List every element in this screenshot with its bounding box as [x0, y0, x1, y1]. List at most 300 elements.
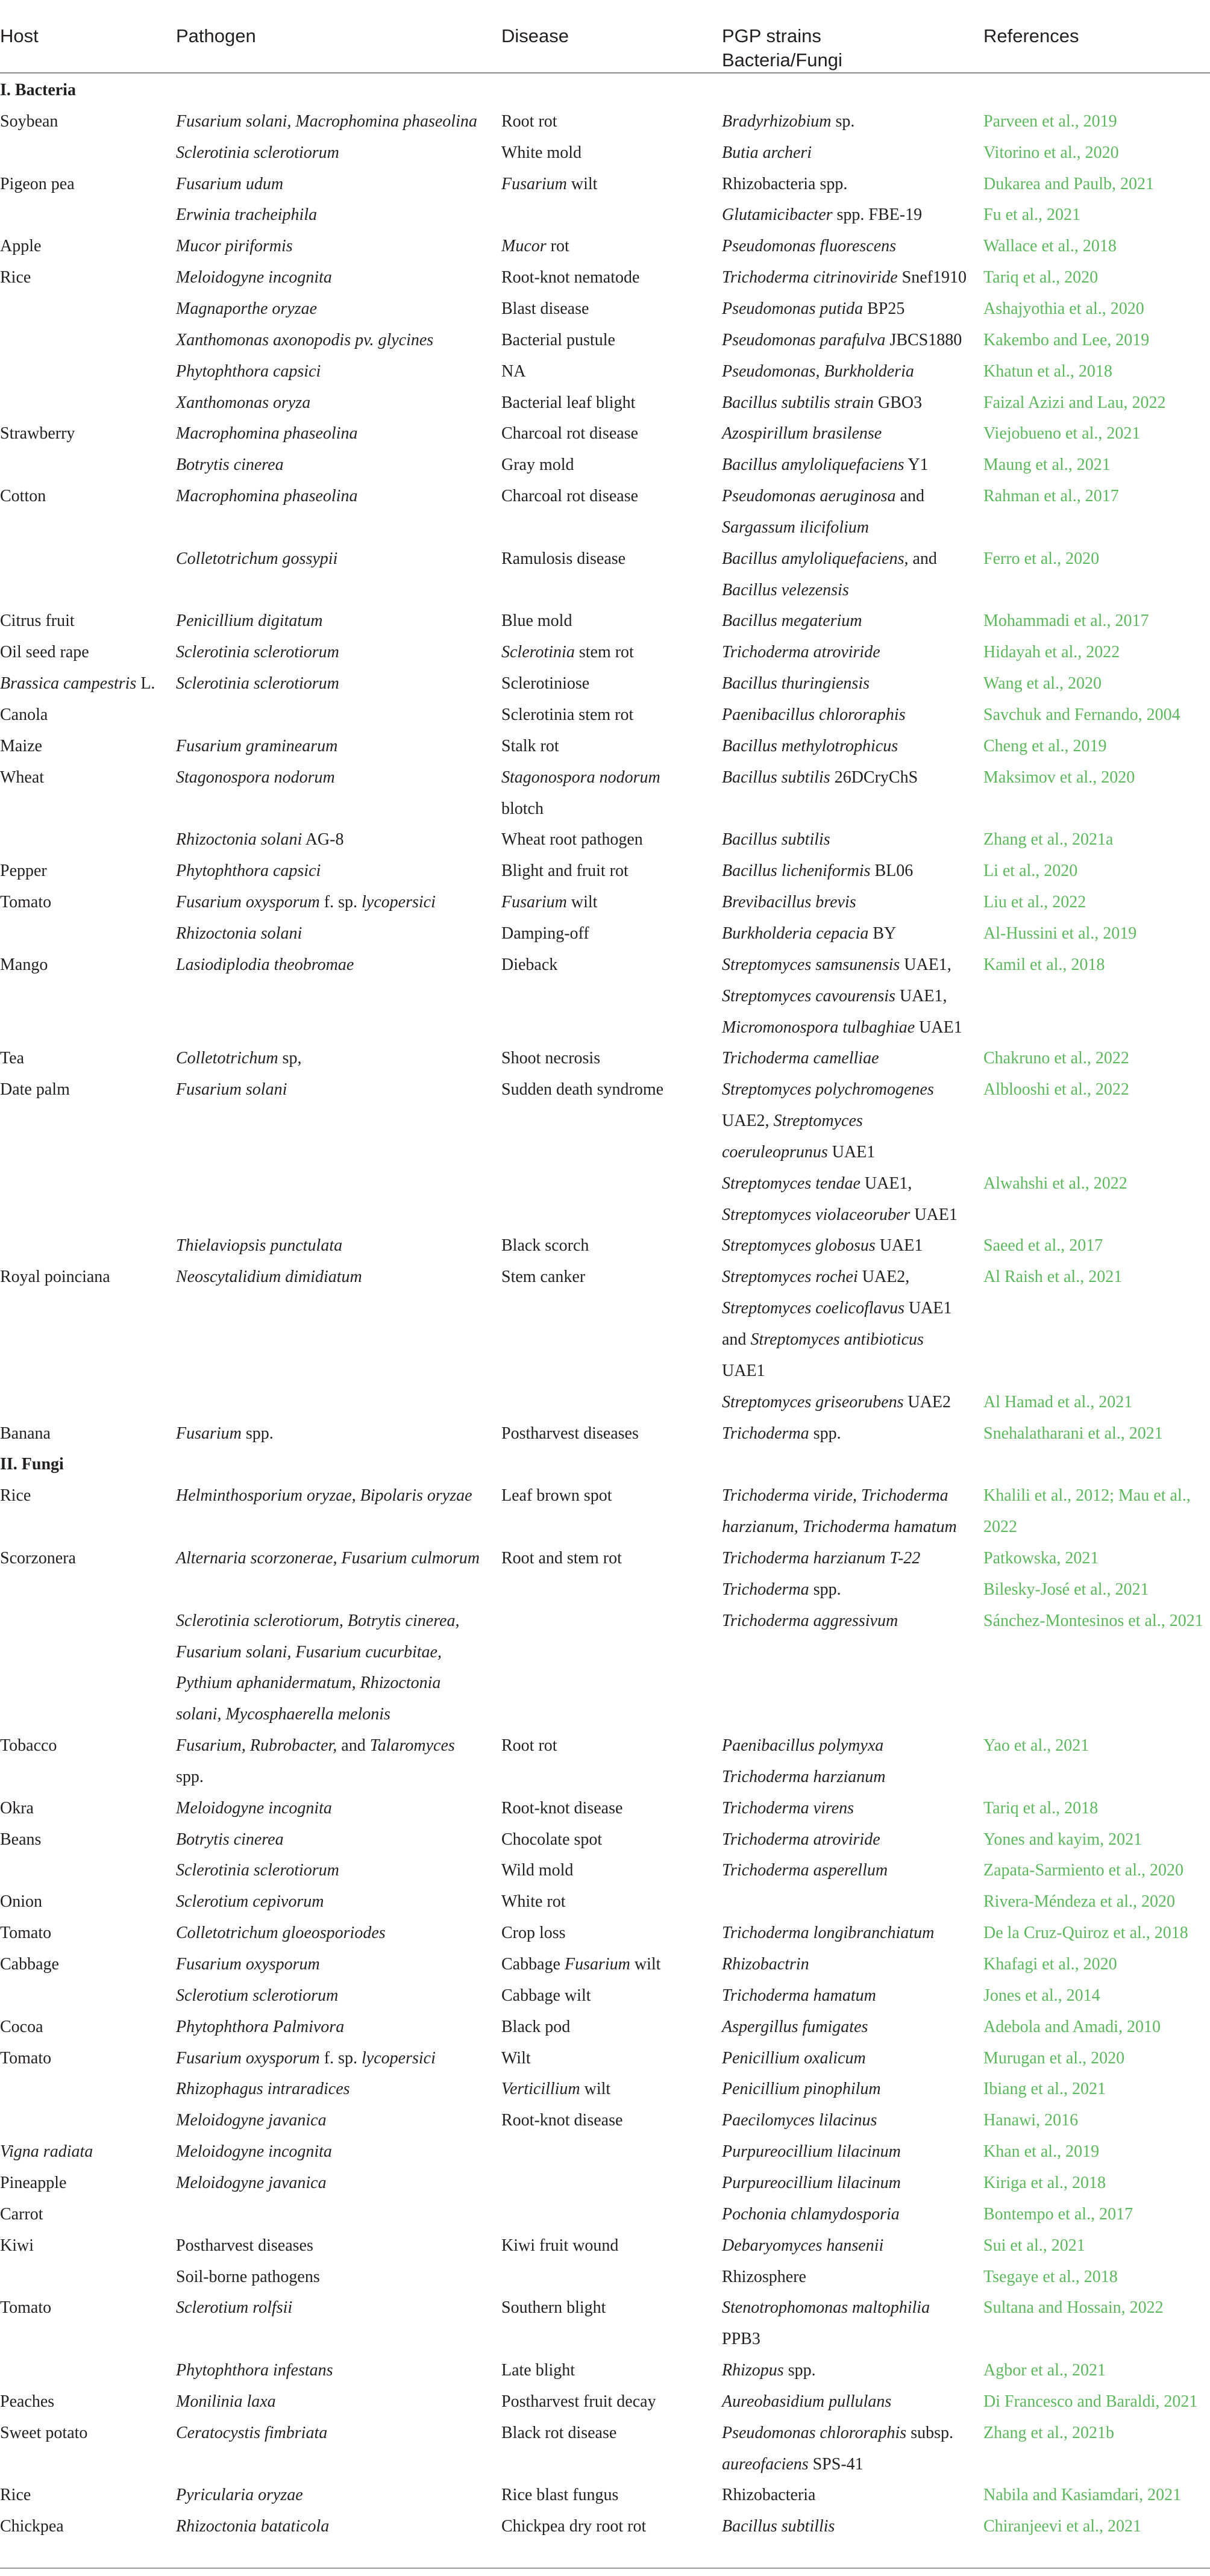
- cell-pathogen: [176, 1855, 339, 1886]
- reference-link[interactable]: Sánchez-Montesinos et al., 2021: [983, 1611, 1203, 1630]
- rows.34.s-seg: coeruleoprunus: [722, 1142, 828, 1161]
- cell-host: [0, 1074, 70, 1105]
- cell-disease: [501, 918, 589, 949]
- cell-pathogen: [176, 137, 339, 169]
- cell-disease: [501, 325, 615, 356]
- rows.5.p-seg: Mucor piriformis: [176, 237, 293, 256]
- cell-pgp-strain: [722, 1168, 912, 1199]
- rows.55.p-seg: Meloidogyne incognita: [176, 1798, 332, 1818]
- cell-pgp-strain: [722, 2012, 868, 2043]
- cell-pathogen: [176, 762, 335, 793]
- cell-pathogen: [176, 887, 436, 918]
- rows.77.d-seg: Rice blast fungus: [501, 2486, 619, 2505]
- table-header: [0, 0, 1210, 73]
- rows.66.p-seg: Meloidogyne incognita: [176, 2142, 332, 2162]
- rows.3.s-seg: Rhizobacteria spp.: [722, 174, 848, 193]
- reference-link[interactable]: Zhang et al., 2021b: [983, 2423, 1114, 2442]
- cell-disease: [501, 1480, 612, 1512]
- reference-link[interactable]: Viejobueno et al., 2021: [983, 424, 1141, 443]
- cell-pathogen: [176, 1886, 324, 1918]
- rows.41.s-seg: UAE1: [722, 1361, 765, 1380]
- host-text: Tea: [0, 1049, 25, 1068]
- reference-link[interactable]: Hidayah et al., 2022: [983, 643, 1120, 662]
- cell-disease: [501, 793, 544, 825]
- rows.53.s-seg: Paenibacillus polymyxa: [722, 1736, 884, 1755]
- rows.5.d-seg: Mucor: [501, 237, 547, 256]
- cell-pathogen: [176, 449, 284, 481]
- reference-link[interactable]: Patkowska, 2021: [983, 1548, 1099, 1568]
- rows.35.s-seg: UAE1,: [860, 1174, 912, 1193]
- rows.52.p-seg: solani, Mycosphaerella melonis: [176, 1705, 390, 1724]
- cell-pgp-strain: [722, 512, 869, 543]
- rows.19.p-seg: Sclerotinia sclerotiorum: [176, 674, 339, 693]
- rows.62.p-seg: Phytophthora Palmivora: [176, 2017, 345, 2036]
- rows.27.d-seg: Damping-off: [501, 924, 589, 943]
- rows.8.p-seg: Xanthomonas axonopodis pv. glycines: [176, 330, 434, 349]
- host-text: Tomato: [0, 2298, 52, 2318]
- rows.22.s-seg: Bacillus subtilis: [722, 767, 830, 787]
- rows.77.s-seg: Rhizobacteria: [722, 2486, 816, 2505]
- rows.61.s-seg: Trichoderma hamatum: [722, 1986, 876, 2005]
- rows.29.s-seg: Streptomyces cavourensis: [722, 986, 895, 1005]
- reference-link[interactable]: Alwahshi et al., 2022: [983, 1174, 1127, 1193]
- rows.32.s-seg: Streptomyces polychromogenes: [722, 1080, 934, 1099]
- rows.18.d-seg: Sclerotinia: [501, 643, 575, 662]
- cell-disease: [501, 1043, 600, 1074]
- rows.25.d-seg: Blight and fruit rot: [501, 861, 629, 881]
- rows.66.s-seg: Purpureocillium lilacinum: [722, 2142, 901, 2162]
- rows.54.s-seg: Trichoderma harzianum: [722, 1767, 886, 1786]
- rows.73.s-seg: Rhizopus: [722, 2361, 784, 2380]
- rows.48.s-seg: Trichoderma: [722, 1580, 809, 1599]
- cell-pgp-strain: [722, 699, 906, 731]
- rows.64.d-seg: Verticillium: [501, 2080, 580, 2099]
- header-references: References: [983, 25, 1079, 46]
- rows.42.s-seg: UAE2: [903, 1392, 951, 1411]
- reference-link[interactable]: Fu et al., 2021: [983, 205, 1080, 225]
- host-text: Apple: [0, 237, 42, 256]
- cell-disease: [501, 1418, 639, 1449]
- cell-pathogen: [176, 2386, 276, 2418]
- reference-link[interactable]: Dukarea and Paulb, 2021: [983, 174, 1155, 193]
- cell-disease: [501, 637, 634, 668]
- rows.11.s-seg: Azospirillum brasilense: [722, 424, 882, 443]
- cell-disease: [501, 824, 643, 855]
- cell-pgp-strain: [722, 575, 849, 606]
- cell-pathogen: [176, 1762, 204, 1793]
- rows.37.d-seg: Black scorch: [501, 1236, 589, 1255]
- rows.40.s-seg: Streptomyces antibioticus: [750, 1330, 924, 1349]
- rows.12.s-seg: Y1: [904, 455, 929, 475]
- rows.36.s-seg: Streptomyces violaceoruber: [722, 1205, 911, 1224]
- cell-host: [0, 887, 51, 918]
- cell-disease: [501, 356, 525, 387]
- host-text: Cabbage: [0, 1955, 59, 1974]
- reference-link[interactable]: Parveen et al., 2019: [983, 111, 1117, 131]
- cell-pathogen: [176, 918, 302, 949]
- cell-pathogen: [176, 199, 317, 231]
- rows.60.s-seg: Rhizobactrin: [722, 1955, 809, 1974]
- reference-link[interactable]: Saeed et al., 2017: [983, 1236, 1103, 1255]
- reference-link[interactable]: Agbor et al., 2021: [983, 2361, 1106, 2380]
- rows.13.d-seg: Charcoal rot disease: [501, 487, 639, 506]
- cell-host: [0, 2199, 43, 2230]
- host-text: Tobacco: [0, 1736, 57, 1755]
- rows.13.p-seg: Macrophomina phaseolina: [176, 487, 358, 506]
- rows.26.p-seg: lycopersici: [362, 893, 436, 912]
- reference-link[interactable]: Savchuk and Fernando, 2004: [983, 705, 1180, 724]
- rows.28.s-seg: UAE1,: [900, 955, 951, 974]
- reference-link[interactable]: Vitorino et al., 2020: [983, 143, 1119, 162]
- reference-link[interactable]: Khafagi et al., 2020: [983, 1955, 1117, 1974]
- rows.49.p-seg: Sclerotinia sclerotiorum, Botrytis cinerea,: [176, 1611, 460, 1630]
- rows.51.p-seg: Pythium aphanidermatum, Rhizoctonia: [176, 1674, 441, 1693]
- reference-link[interactable]: Khatun et al., 2018: [983, 361, 1112, 381]
- host-text: Banana: [0, 1424, 51, 1443]
- table-bottom-rule: [0, 2568, 1210, 2569]
- rows.24.p-seg: AG-8: [302, 830, 344, 849]
- cell-pgp-strain: [722, 199, 922, 231]
- rows.21.d-seg: Stalk rot: [501, 736, 559, 755]
- rows.9.s-seg: Pseudomonas, Burkholderia: [722, 361, 914, 381]
- cell-pathogen: [176, 1637, 442, 1668]
- cell-host: [0, 2386, 54, 2418]
- reference-link[interactable]: Cheng et al., 2019: [983, 736, 1107, 755]
- rows.5.d-seg: rot: [546, 237, 569, 256]
- cell-host: [0, 637, 89, 668]
- cell-pathogen: [176, 2012, 344, 2043]
- header-pathogen: Pathogen: [176, 25, 256, 46]
- rows.35.s-seg: Streptomyces tendae: [722, 1174, 860, 1193]
- cell-disease: [501, 543, 625, 575]
- reference-link[interactable]: De la Cruz-Quiroz et al., 2018: [983, 1924, 1188, 1943]
- rows.60.d-seg: Cabbage: [501, 1955, 565, 1974]
- rows.19.s-seg: Bacillus thuringiensis: [722, 674, 870, 693]
- cell-pgp-strain: [722, 1605, 898, 1637]
- rows.27.s-seg: Burkholderia cepacia: [722, 924, 869, 943]
- reference-link[interactable]: Khan et al., 2019: [983, 2142, 1100, 2162]
- cell-disease: [501, 1074, 663, 1105]
- rows.16.s-seg: Bacillus velezensis: [722, 580, 849, 599]
- reference-link[interactable]: Yao et al., 2021: [983, 1736, 1089, 1755]
- cell-disease: [501, 1824, 602, 1855]
- rows.53.d-seg: Root rot: [501, 1736, 557, 1755]
- cell-pathogen: [176, 1824, 284, 1855]
- cell-host: [0, 1043, 24, 1074]
- cell-host: [0, 2230, 34, 2262]
- cell-pgp-strain: [722, 2292, 930, 2324]
- cell-disease: [501, 2230, 618, 2262]
- rows.19.d-seg: Sclerotiniose: [501, 674, 590, 693]
- reference-link[interactable]: Tariq et al., 2018: [983, 1798, 1099, 1818]
- cell-disease: [501, 2480, 618, 2511]
- reference-link[interactable]: Kiriga et al., 2018: [983, 2173, 1106, 2192]
- host-text: Soybean: [0, 111, 58, 131]
- reference-link[interactable]: Zhang et al., 2021a: [983, 830, 1114, 849]
- cell-pgp-strain: [722, 824, 830, 855]
- header-host: Host: [0, 25, 39, 46]
- cell-host: [0, 1949, 59, 1980]
- rows.60.d-seg: Fusarium: [564, 1955, 630, 1974]
- rows.55.d-seg: Root-knot disease: [501, 1798, 623, 1818]
- cell-pathogen: [176, 2418, 327, 2449]
- rows.67.s-seg: Purpureocillium lilacinum: [722, 2173, 901, 2192]
- cell-pgp-strain: [722, 169, 847, 200]
- rows.18.p-seg: Sclerotinia sclerotiorum: [176, 643, 339, 662]
- rows.10.p-seg: Xanthomonas oryza: [176, 393, 311, 412]
- rows.49.s-seg: Trichoderma aggressivum: [722, 1611, 898, 1630]
- cell-host: [0, 2012, 43, 2043]
- cell-pathogen: [176, 949, 354, 981]
- host-text: Date palm: [0, 1080, 70, 1099]
- rows.17.s-seg: Bacillus megaterium: [722, 611, 862, 631]
- rows.53.p-seg: Talaromyces: [369, 1736, 455, 1755]
- cell-pgp-strain: [722, 1824, 880, 1855]
- rows.50.p-seg: Fusarium solani, Fusarium cucurbitae,: [176, 1642, 442, 1662]
- cell-pgp-strain: [722, 637, 880, 668]
- cell-pathogen: [176, 481, 358, 512]
- cell-pgp-strain: [722, 231, 896, 262]
- cell-disease: [501, 1230, 589, 1261]
- cell-host: [0, 2418, 87, 2449]
- reference-link[interactable]: Nabila and Kasiamdari, 2021: [983, 2486, 1182, 2505]
- host-text: Royal poinciana: [0, 1268, 110, 1287]
- cell-pgp-strain: [722, 1980, 876, 2012]
- cell-pgp-strain: [722, 325, 962, 356]
- rows.12.d-seg: Gray mold: [501, 455, 574, 475]
- host-text: Okra: [0, 1798, 34, 1818]
- rows.24.p-seg: Rhizoctonia solani: [176, 830, 302, 849]
- cell-pathogen: [176, 1699, 390, 1730]
- rows.17.d-seg: Blue mold: [501, 611, 572, 631]
- rows.46.s-seg: harzianum, Trichoderma hamatum: [722, 1518, 957, 1537]
- rows.59.p-seg: Colletotrichum gloeosporiodes: [176, 1924, 386, 1943]
- reference-link[interactable]: Wang et al., 2020: [983, 674, 1102, 693]
- reference-link[interactable]: Ashajyothia et al., 2020: [983, 299, 1144, 318]
- reference-link[interactable]: Kakembo and Lee, 2019: [983, 330, 1150, 349]
- cell-pgp-strain: [722, 1512, 957, 1543]
- reference-link[interactable]: Mohammadi et al., 2017: [983, 611, 1149, 631]
- cell-host: [0, 1418, 51, 1449]
- host-text: Chickpea: [0, 2517, 64, 2536]
- cell-pgp-strain: [722, 2324, 760, 2355]
- reference-link[interactable]: Faizal Azizi and Lau, 2022: [983, 393, 1166, 412]
- rows.8.s-seg: JBCS1880: [885, 330, 962, 349]
- cell-disease: [501, 1886, 566, 1918]
- reference-link[interactable]: Maksimov et al., 2020: [983, 767, 1135, 787]
- reference-link[interactable]: Maung et al., 2021: [983, 455, 1111, 475]
- cell-pathogen: [176, 293, 317, 325]
- reference-link[interactable]: Bontempo et al., 2017: [983, 2204, 1133, 2224]
- rows.37.s-seg: UAE1: [875, 1236, 923, 1255]
- rows.25.s-seg: BL06: [870, 861, 914, 881]
- rows.45.p-seg: Helminthosporium oryzae, Bipolaris oryzae: [176, 1486, 472, 1505]
- cell-pgp-strain: [722, 668, 870, 699]
- rows.9.p-seg: Phytophthora capsici: [176, 361, 321, 381]
- reference-link[interactable]: Adebola and Amadi, 2010: [983, 2017, 1161, 2036]
- cell-pgp-strain: [722, 2074, 881, 2105]
- cell-host: [0, 731, 42, 762]
- rows.26.d-seg: wilt: [566, 893, 598, 912]
- cell-pathogen: [176, 356, 321, 387]
- rows.56.d-seg: Chocolate spot: [501, 1830, 603, 1849]
- rows.63.p-seg: Fusarium oxysporum: [176, 2048, 320, 2068]
- reference-link[interactable]: Al Hamad et al., 2021: [983, 1392, 1133, 1411]
- cell-pgp-strain: [722, 1480, 948, 1512]
- cell-pathogen: [176, 2355, 333, 2386]
- reference-link[interactable]: Rivera-Méndeza et al., 2020: [983, 1892, 1175, 1912]
- rows.25.s-seg: Bacillus licheniformis: [722, 861, 871, 881]
- rows.10.s-seg: GBO3: [874, 393, 923, 412]
- cell-pathogen: [176, 231, 293, 262]
- rows.76.s-seg: aureofaciens: [722, 2454, 809, 2474]
- reference-link[interactable]: Liu et al., 2022: [983, 893, 1086, 912]
- reference-link[interactable]: Tsegaye et al., 2018: [983, 2267, 1118, 2286]
- cell-disease: [501, 481, 638, 512]
- reference-link[interactable]: Tariq et al., 2020: [983, 268, 1099, 287]
- rows.1.d-seg: Root rot: [501, 111, 557, 131]
- cell-pathogen: [176, 855, 321, 887]
- reference-link[interactable]: Di Francesco and Baraldi, 2021: [983, 2392, 1198, 2411]
- cell-disease: [501, 1980, 591, 2012]
- rows.40.s-seg: and: [722, 1330, 751, 1349]
- cell-host: [0, 106, 58, 137]
- host-text: Citrus fruit: [0, 611, 75, 631]
- rows.3.p-seg: Fusarium udum: [176, 174, 284, 193]
- reference-link[interactable]: Ibiang et al., 2021: [983, 2080, 1106, 2099]
- reference-link[interactable]: Sui et al., 2021: [983, 2236, 1085, 2255]
- cell-pgp-strain: [722, 2386, 891, 2418]
- rows.23.d-seg: blotch: [501, 799, 544, 818]
- cell-pgp-strain: [722, 1012, 962, 1043]
- reference-link[interactable]: Li et al., 2020: [983, 861, 1078, 881]
- rows.64.s-seg: Penicillium pinophilum: [722, 2080, 881, 2099]
- reference-link[interactable]: Sultana and Hossain, 2022: [983, 2298, 1164, 2318]
- cell-pathogen: [176, 2168, 327, 2199]
- cell-pgp-strain: [722, 2136, 901, 2168]
- host-text: Brassica campestris: [0, 674, 137, 693]
- cell-pgp-strain: [722, 981, 947, 1012]
- host-text: Rice: [0, 1486, 31, 1505]
- cell-pgp-strain: [722, 387, 922, 419]
- reference-link[interactable]: Yones and kayim, 2021: [983, 1830, 1143, 1849]
- cell-disease: [501, 1949, 660, 1980]
- cell-pgp-strain: [722, 418, 882, 449]
- reference-link[interactable]: Jones et al., 2014: [983, 1986, 1100, 2005]
- reference-link[interactable]: Hanawi, 2016: [983, 2111, 1079, 2130]
- cell-pathogen: [176, 2262, 320, 2293]
- rows.62.s-seg: Aspergillus fumigates: [722, 2017, 868, 2036]
- cell-pathogen: [176, 668, 339, 699]
- cell-pathogen: [176, 169, 283, 200]
- rows.70.p-seg: Soil-borne pathogens: [176, 2267, 320, 2286]
- reference-link[interactable]: Kamil et al., 2018: [983, 955, 1105, 974]
- reference-link[interactable]: Murugan et al., 2020: [983, 2048, 1125, 2068]
- reference-link[interactable]: Bilesky-José et al., 2021: [983, 1580, 1149, 1599]
- reference-link[interactable]: Ferro et al., 2020: [983, 549, 1100, 568]
- reference-link[interactable]: Khalili et al., 2012; Mau et al.,: [983, 1486, 1191, 1505]
- reference-link[interactable]: 2022: [983, 1518, 1017, 1537]
- rows.15.s-seg: and: [908, 549, 937, 568]
- cell-pgp-strain: [722, 106, 854, 137]
- cell-host: [0, 2511, 64, 2542]
- cell-disease: [501, 2386, 656, 2418]
- rows.69.p-seg: Postharvest diseases: [176, 2236, 313, 2255]
- cell-disease: [501, 699, 633, 731]
- cell-pgp-strain: [722, 1387, 951, 1418]
- cell-pathogen: [176, 1418, 274, 1449]
- cell-disease: [501, 2511, 646, 2542]
- cell-pgp-strain: [722, 1730, 883, 1762]
- cell-disease: [501, 1855, 573, 1886]
- host-text: Tomato: [0, 2048, 52, 2068]
- rows.74.d-seg: Postharvest fruit decay: [501, 2392, 656, 2411]
- host-text: Peaches: [0, 2392, 55, 2411]
- cell-disease: [501, 605, 572, 637]
- reference-link[interactable]: Zapata-Sarmiento et al., 2020: [983, 1861, 1183, 1880]
- host-text: Rice: [0, 2486, 31, 2505]
- rows.63.p-seg: lycopersici: [362, 2048, 436, 2068]
- cell-pathogen: [176, 1543, 480, 1574]
- cell-disease: [501, 387, 635, 419]
- reference-link[interactable]: Alblooshi et al., 2022: [983, 1080, 1129, 1099]
- rows.60.d-seg: wilt: [630, 1955, 661, 1974]
- cell-disease: [501, 2355, 575, 2386]
- cell-pathogen: [176, 106, 477, 137]
- cell-pgp-strain: [722, 1261, 909, 1293]
- header-pgp-strains: [722, 24, 842, 72]
- rows.18.s-seg: Trichoderma atroviride: [722, 643, 880, 662]
- reference-link[interactable]: Chakruno et al., 2022: [983, 1049, 1129, 1068]
- reference-link[interactable]: Chiranjeevi et al., 2021: [983, 2517, 1142, 2536]
- rows.12.p-seg: Botrytis cinerea: [176, 455, 284, 475]
- rows.13.s-seg: Pseudomonas aeruginosa: [722, 487, 896, 506]
- cell-pgp-strain: [722, 1105, 863, 1137]
- rows.72.s-seg: PPB3: [722, 2330, 760, 2349]
- rows.14.s-seg: Sargassum ilicifolium: [722, 517, 869, 537]
- reference-link[interactable]: Rahman et al., 2017: [983, 487, 1119, 506]
- cell-pgp-strain: [722, 762, 918, 793]
- cell-disease: [501, 293, 589, 325]
- cell-host: [0, 2480, 31, 2511]
- rows.56.s-seg: Trichoderma atroviride: [722, 1830, 880, 1849]
- rows.32.d-seg: Sudden death syndrome: [501, 1080, 664, 1099]
- reference-link[interactable]: Wallace et al., 2018: [983, 237, 1117, 256]
- rows.64.p-seg: Rhizophagus intraradices: [176, 2080, 350, 2099]
- cell-pathogen: [176, 1980, 338, 2012]
- reference-link[interactable]: Al-Hussini et al., 2019: [983, 924, 1137, 943]
- host-text: Sweet potato: [0, 2423, 88, 2442]
- reference-link[interactable]: Al Raish et al., 2021: [983, 1268, 1123, 1287]
- rows.54.p-seg: spp.: [176, 1767, 204, 1786]
- rows.58.d-seg: White rot: [501, 1892, 566, 1912]
- rows.48.s-seg: spp.: [809, 1580, 841, 1599]
- reference-link[interactable]: Snehalatharani et al., 2021: [983, 1424, 1163, 1443]
- rows.69.s-seg: Debaryomyces hansenii: [722, 2236, 884, 2255]
- rows.45.s-seg: Trichoderma viride, Trichoderma: [722, 1486, 948, 1505]
- cell-host: [0, 418, 75, 449]
- rows.22.d-seg: Stagonospora nodorum: [501, 767, 660, 787]
- rows.77.p-seg: Pyricularia oryzae: [176, 2486, 303, 2505]
- rows.27.s-seg: BY: [868, 924, 897, 943]
- cell-host: [0, 762, 44, 793]
- rows.63.d-seg: Wilt: [501, 2048, 531, 2068]
- rows.11.d-seg: Charcoal rot disease: [501, 424, 639, 443]
- rows.31.p-seg: sp,: [278, 1049, 302, 1068]
- rows.59.d-seg: Crop loss: [501, 1924, 566, 1943]
- cell-host: [0, 169, 75, 200]
- rows.65.d-seg: Root-knot disease: [501, 2111, 623, 2130]
